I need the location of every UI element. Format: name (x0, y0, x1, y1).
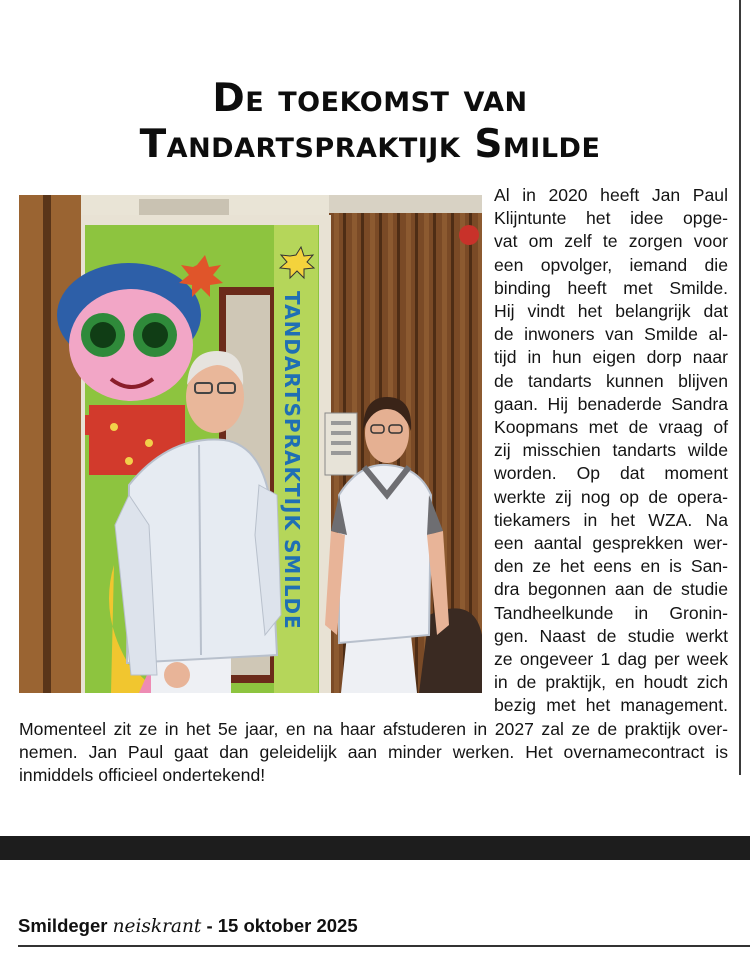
footer-masthead (18, 915, 358, 937)
body-line: tijd in hun eigen dorp naar (494, 347, 728, 368)
footer-rule (18, 945, 750, 947)
body-line: de inwoners van Smilde al- (494, 324, 728, 345)
body-line: gaan. Hij benaderde Sandra (494, 393, 728, 414)
body-line: Momenteel zit ze in het 5e jaar, en na haar afstuderen in 2027 zal ze de praktijk over- (19, 718, 728, 739)
body-line: Tandheelkunde in Gronin- (494, 602, 728, 623)
body-line: bezig met het management. (494, 695, 728, 716)
body-line: den ze het eens en is San- (494, 556, 728, 577)
body-line: vat om zelf te zorgen voor (494, 231, 728, 252)
sign-text: TANDARTSPRAKTIJK SMILDE (280, 291, 304, 630)
body-line: Koopmans met de vraag of (494, 417, 728, 438)
article-body (19, 184, 728, 787)
article-title (0, 76, 740, 168)
body-line: ze ongeveer 1 dag per week (494, 649, 728, 670)
body-line: inmiddels officieel ondertekend! (19, 765, 266, 786)
body-line: de tandarts kunnen blijven (494, 370, 728, 391)
body-line: gen. Naast de studie werkt (494, 625, 728, 646)
body-line: een aantal gesprekken wer- (494, 533, 728, 554)
body-line: een opvolger, iemand die (494, 254, 728, 275)
body-line: Al in 2020 heeft Jan Paul (494, 185, 728, 205)
body-line: dra begonnen aan de studie (494, 579, 728, 600)
issue-date: - 15 oktober 2025 (201, 915, 358, 936)
body-line: werkte zij nog op de opera- (494, 486, 728, 507)
newspaper-subtitle: neiskrant (112, 916, 202, 937)
body-line: nemen. Jan Paul gaat dan geleidelijk aan minder werken. Het overnamecontract is (19, 741, 728, 762)
newspaper-name: Smildeger (18, 915, 108, 936)
title-line-1: De toekomst van (212, 76, 528, 121)
body-line: Hij vindt het belangrijk dat (494, 301, 728, 322)
body-line: binding heeft met Smilde. (494, 277, 728, 298)
body-line: Klijntunte het idee opge- (494, 208, 728, 229)
title-line-2: Tandartspraktijk Smilde (139, 122, 601, 167)
body-line: in de praktijk, en houdt zich (494, 672, 728, 693)
body-line: tiekamers in het WZA. Na (494, 509, 728, 530)
body-line: zij misschien tandarts wilde (494, 440, 728, 461)
body-line: worden. Op dat moment (494, 463, 728, 484)
page-divider-band (0, 836, 750, 860)
